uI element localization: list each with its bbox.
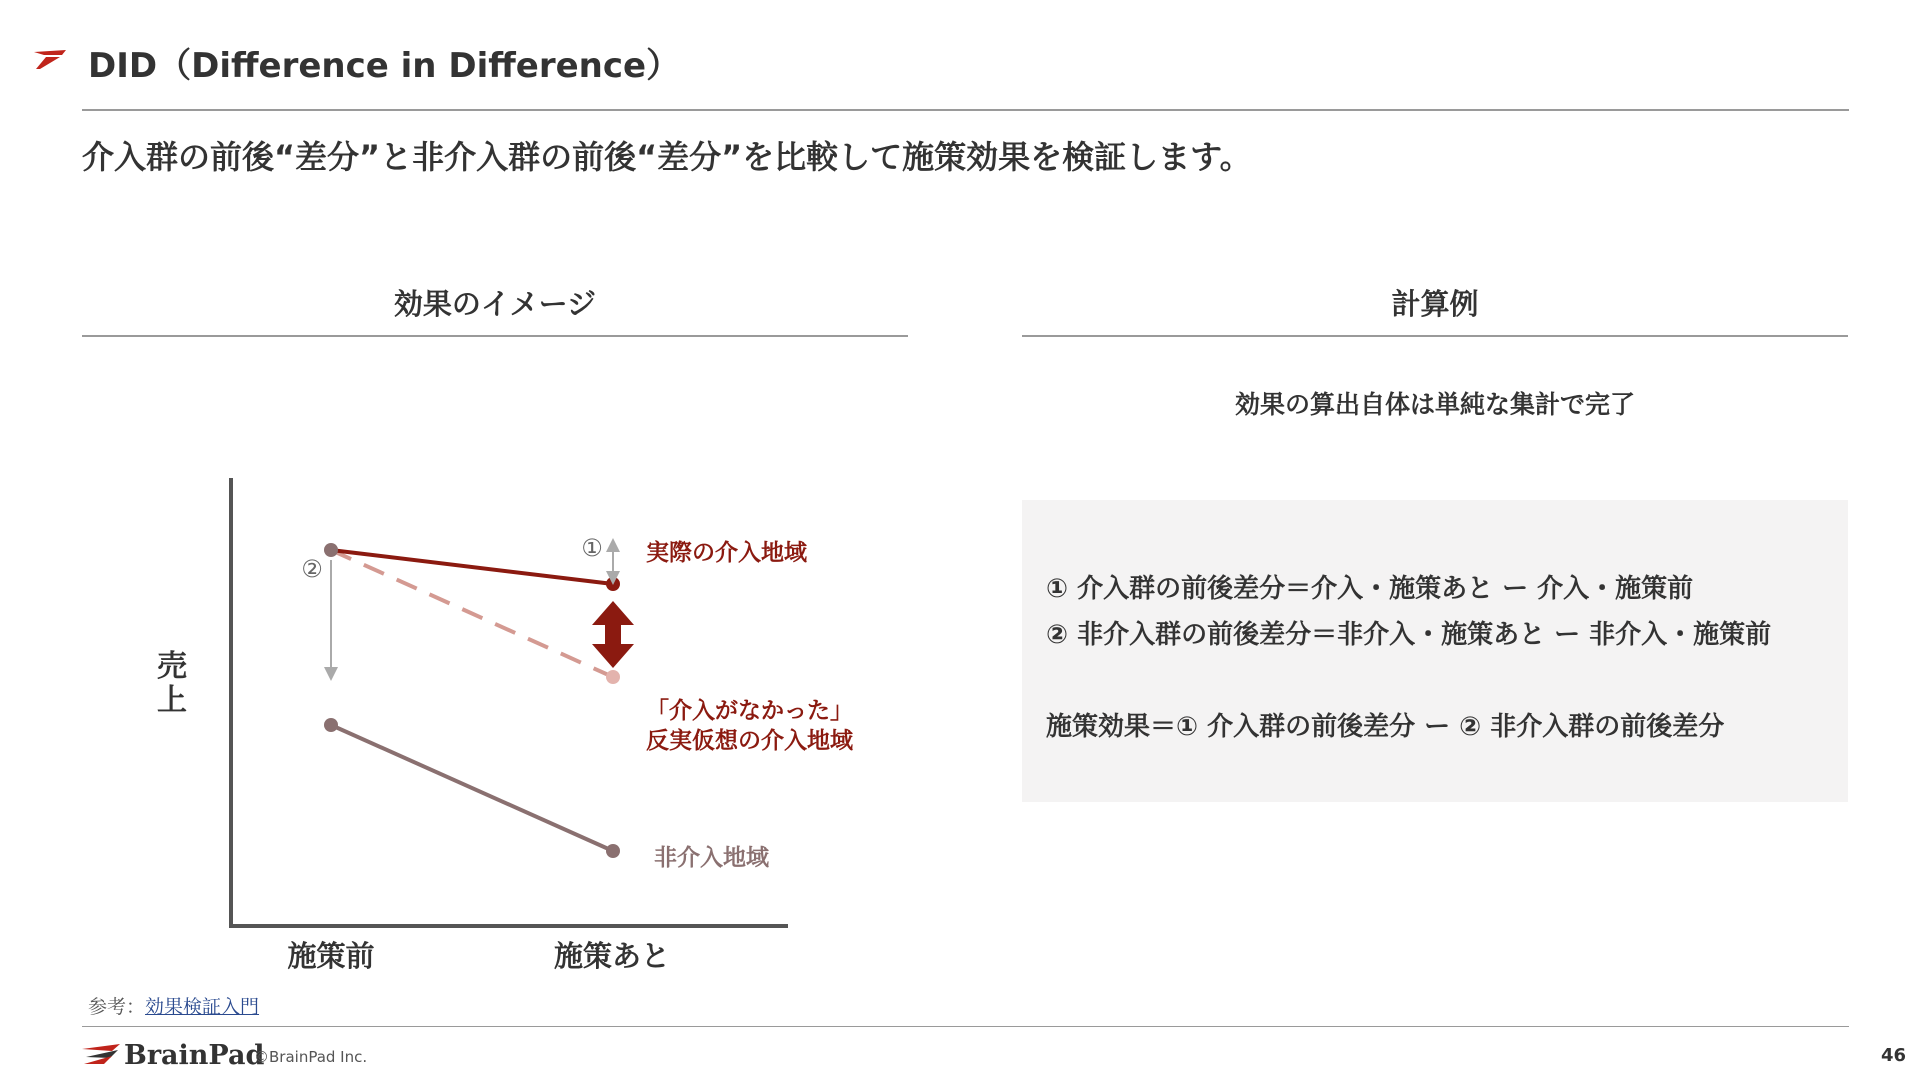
y-axis-label-bottom bbox=[157, 683, 187, 718]
x-label-before: 施策前 bbox=[287, 939, 375, 973]
marker-1: ① bbox=[581, 534, 603, 562]
copyright: ©BrainPad Inc. bbox=[254, 1048, 368, 1066]
page-number: 46 bbox=[1880, 1045, 1906, 1066]
calc-line-effect: 施策効果＝① 介入群の前後差分 ー ② 非介入群の前後差分 bbox=[1046, 712, 1725, 742]
label-control: 非介入地域 bbox=[654, 845, 769, 871]
reference-link[interactable]: 効果検証入門 bbox=[145, 996, 260, 1018]
actual-point-after bbox=[606, 577, 620, 591]
marker-2: ② bbox=[301, 555, 323, 583]
x-label-after: 施策あと bbox=[553, 939, 671, 973]
brainpad-logo-icon bbox=[82, 1042, 122, 1066]
reference bbox=[88, 992, 259, 1019]
label-actual-intervention: 実際の介入地域 bbox=[646, 540, 807, 566]
counterfactual-series-line bbox=[331, 550, 613, 677]
y-axis-label-top bbox=[157, 649, 187, 684]
calc-line-control-diff: ② 非介入群の前後差分＝非介入・施策あと ー 非介入・施策前 bbox=[1046, 620, 1772, 650]
control-point-before bbox=[324, 718, 338, 732]
label-counterfactual-line2: 反実仮想の介入地域 bbox=[646, 728, 853, 754]
effect-double-arrow-icon bbox=[592, 601, 634, 668]
lead-text: 介入群の前後“差分”と非介入群の前後“差分”を比較して施策効果を検証します。 bbox=[82, 138, 1252, 176]
left-section-heading: 効果のイメージ bbox=[393, 287, 597, 321]
calc-line-intervention-diff: ① 介入群の前後差分＝介入・施策あと ー 介入・施策前 bbox=[1046, 574, 1694, 604]
actual-point-before bbox=[324, 543, 338, 557]
footer-divider bbox=[82, 1026, 1849, 1027]
right-section-heading: 計算例 bbox=[1391, 287, 1479, 321]
page-title: DID（Difference in Difference） bbox=[88, 46, 681, 86]
label-counterfactual-line1: 「介入がなかった」 bbox=[646, 698, 853, 724]
counterfactual-point-after bbox=[606, 670, 620, 684]
control-point-after bbox=[606, 844, 620, 858]
brand-name: BrainPad bbox=[124, 1040, 265, 1071]
control-series-line bbox=[331, 725, 613, 851]
y-axis-label-char-2: 上 bbox=[157, 683, 187, 718]
reference-prefix: 参考： bbox=[88, 996, 146, 1018]
y-axis-label-char-1: 売 bbox=[157, 649, 187, 684]
calc-note: 効果の算出自体は単純な集計で完了 bbox=[1234, 390, 1635, 419]
